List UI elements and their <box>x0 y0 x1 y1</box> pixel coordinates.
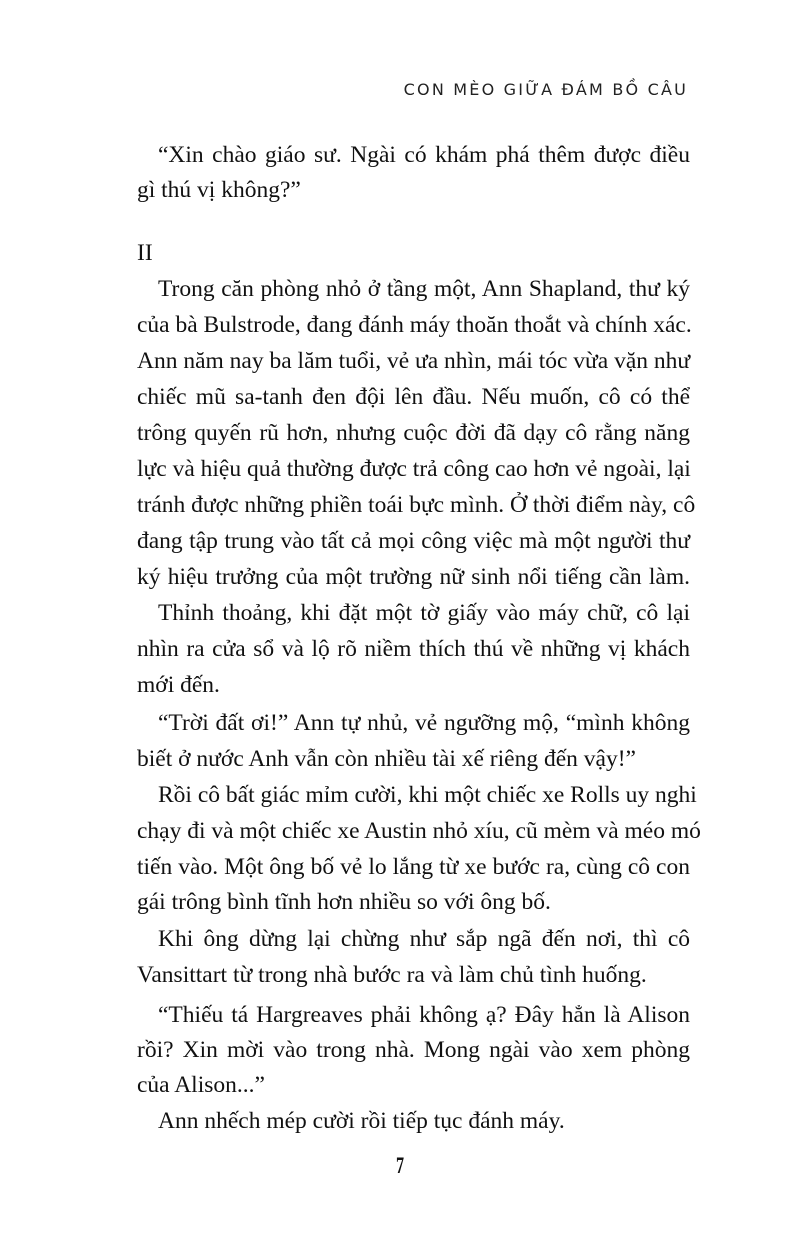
text-line: nhìn ra cửa sổ và lộ rõ niềm thích thú về những vị khách <box>137 636 690 662</box>
text-line: lực và hiệu quả thường được trả công cao hơn vẻ ngoài, lại <box>137 456 691 482</box>
text-line: trông quyến rũ hơn, nhưng cuộc đời đã dạy cô rằng năng <box>137 420 690 446</box>
text-line: Thỉnh thoảng, khi đặt một tờ giấy vào máy chữ, cô lại <box>158 600 690 626</box>
text-line: gái trông bình tĩnh hơn nhiều so với ông bố. <box>137 889 551 915</box>
text-line: ký hiệu trưởng của một trường nữ sinh nổi tiếng cần làm. <box>137 564 690 590</box>
text-line: của bà Bulstrode, đang đánh máy thoăn thoắt và chính xác. <box>137 312 692 338</box>
text-line: tiến vào. Một ông bố vẻ lo lắng từ xe bước ra, cùng cô con <box>137 854 690 880</box>
text-line: Rồi cô bất giác mỉm cười, khi một chiếc xe Rolls uy nghi <box>158 782 697 808</box>
text-line: chạy đi và một chiếc xe Austin nhỏ xíu, cũ mèm và méo mó <box>137 818 701 844</box>
page-number: 7 <box>395 1153 405 1178</box>
running-header: CON MÈO GIỮA ĐÁM BỒ CÂU <box>403 80 688 99</box>
text-line: gì thú vị không?” <box>137 177 301 203</box>
text-line: đang tập trung vào tất cả mọi công việc mà một người thư <box>137 528 690 554</box>
text-line: II <box>137 240 153 266</box>
text-line: Trong căn phòng nhỏ ở tầng một, Ann Shapland, thư ký <box>158 276 690 302</box>
text-line: “Trời đất ơi!” Ann tự nhủ, vẻ ngưỡng mộ, “mình không <box>158 710 690 736</box>
text-line: Ann năm nay ba lăm tuổi, vẻ ưa nhìn, mái tóc vừa vặn như <box>137 348 691 374</box>
text-line: mới đến. <box>137 672 220 698</box>
text-line: chiếc mũ sa-tanh đen đội lên đầu. Nếu muốn, cô có thể <box>137 384 690 410</box>
text-line: Ann nhếch mép cười rồi tiếp tục đánh máy. <box>158 1108 565 1134</box>
text-line: Khi ông dừng lại chừng như sắp ngã đến nơi, thì cô <box>158 926 690 952</box>
text-line: biết ở nước Anh vẫn còn nhiều tài xế riêng đến vậy!” <box>137 746 636 772</box>
text-line: “Thiếu tá Hargreaves phải không ạ? Đây hẳn là Alison <box>158 1002 690 1028</box>
text-line: tránh được những phiền toái bực mình. Ở thời điểm này, cô <box>137 492 696 518</box>
text-line: rồi? Xin mời vào trong nhà. Mong ngài vào xem phòng <box>137 1037 690 1063</box>
text-line: của Alison...” <box>137 1072 265 1098</box>
text-line: Vansittart từ trong nhà bước ra và làm chủ tình huống. <box>137 962 647 988</box>
text-line: “Xin chào giáo sư. Ngài có khám phá thêm được điều <box>158 142 690 168</box>
